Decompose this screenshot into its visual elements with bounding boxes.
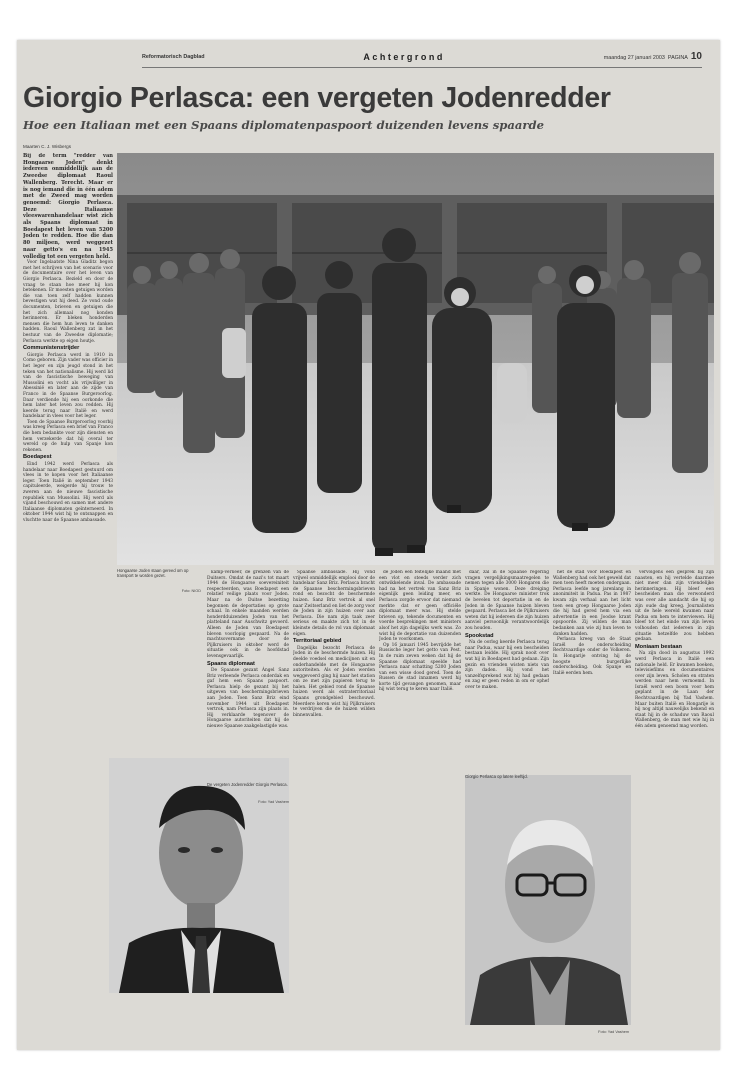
paragraph: Na zijn dood in augustus 1992 werd Perlasca in Italië een nationale held. Er kwamen boeken, televisiefilms en documentaires over zijn leven. Scholen en straten werden naar hem vernoemd. In Israël werd een boom voor hem geplant in de Laan der Rechtvaardigen bij Yad Vashem. Maar buiten Italië en Hongarije is hij nog altijd nauwelijks bekend en staat hij in de schaduw van Raoul Wallenberg, de man met wie hij in één adem genoemd mag worden. (635, 651, 714, 730)
page-label: PAGINA (667, 55, 688, 61)
paragraph: Dagelijks bezocht Perlasca de Joden in de beschermde huizen. Hij deelde voedsel en medicijnen uit en onderhandelde met de Hongaarse autoriteiten. Als er Joden werden weggevoerd ging hij naar het station om ze met zijn papieren terug te halen. Het gebied rond de Spaanse huizen werd als extraterritoriaal Spaans grondgebied beschouwd. Meerdere keren wist hij Pijlkruisers te verdrijven die de huizen wilden binnenvallen. (293, 645, 375, 718)
article-column-7 (635, 570, 714, 1040)
section-heading: Communistenstrijder (23, 345, 80, 352)
publication-date: maandag 27 januari 2003 (603, 55, 665, 61)
portrait-photo-left (109, 758, 289, 993)
portrait-right-caption: Giorgio Perlasca op latere leeftijd. (465, 774, 528, 779)
main-photo-caption: Hongaarse Joden staan gereed om op transport te worden gezet. (117, 568, 189, 579)
newspaper-page (17, 40, 720, 1050)
section-heading: Spookstad (465, 632, 494, 639)
article-column-3 (293, 570, 375, 1040)
main-photo-credit: Foto: NIOD (181, 589, 201, 593)
paragraph: Perlasca kreeg van de Staat Israël de onderscheiding Rechtvaardige onder de Volkeren. In Hongarije ontving hij de hoogste burgerlijke onderscheiding. Ook Spanje en Italië eerden hem. (553, 637, 631, 676)
portrait-left-credit: Foto: Yad Vashem (258, 800, 289, 804)
portrait-left-caption: De vergeten Jodenredder Giorgio Perlasca. (207, 782, 288, 787)
article-subtitle: Hoe een Italiaan met een Spaans diplomatenpaspoort duizenden levens spaarde (23, 118, 544, 132)
perlasca-old-portrait (465, 775, 631, 1025)
paragraph: kamp-verkeer, de grenzen van de Duitsers. Omdat de nazi's tot maart 1944 de Hongaarse soevereiniteit respecteerden, was Boedapest een relatief veilige plaats voor Joden. Maar na de Duitse bezetting begonnen de deportaties op grote schaal. In enkele maanden werden honderdduizenden Joden van het platteland naar Auschwitz gevoerd. Alleen de Joden van Boedapest bleven voorlopig gespaard. Na de machtsovername door de Pijlkruisers in oktober werd de situatie ook in de hoofdstad levensgevaarlijk. (207, 570, 289, 659)
article-column-5 (465, 570, 549, 770)
deportation-photo-image (117, 153, 714, 565)
section-heading: Boedapest (23, 454, 52, 461)
masthead (142, 46, 702, 68)
paragraph: Na de oorlog keerde Perlasca terug naar Padua, waar hij een bescheiden bestaan leidde. Hij sprak nooit over wat hij in Boedapest had gedaan. Zijn gezin en vrienden wisten niets van zijn daden. Hij vond het vanzelfsprekend wat hij had gedaan en zag er geen reden in om er ophef over te maken. (465, 640, 549, 690)
portrait-right-credit: Foto: Yad Vashem (598, 1030, 629, 1034)
newspaper-name: Reformatorisch Dagblad (142, 53, 205, 60)
paragraph: Toen de Spaanse Burgeroorlog voorbij was kreeg Perlasca een brief van Franco die hem bedankte voor zijn diensten en hem verzekerde dat hij overal ter wereld op de hulp van Spanje kon rekenen. (23, 419, 113, 453)
section-heading: Territoriaal gebied (293, 638, 342, 645)
paragraph: vervolgens een gesprek bij zijn naasten, en hij vertelde daarmee niet meer dan zijn vriendelijke herinneringen. Hij bleef een bescheiden man die verwonderd was over alle aandacht die hij op zijn oude dag kreeg. Journalisten uit de hele wereld kwamen naar Padua om hem te interviewen. Hij bleef tot het einde van zijn leven volhouden dat iedereen in zijn situatie hetzelfde zou hebben gedaan. (635, 570, 714, 643)
perlasca-young-portrait (109, 758, 289, 993)
page-number: 10 (690, 51, 702, 62)
paragraph: de Joden een feitelijke maand met een vlot en steeds verder zich ontwikkelende inval. De ambassade had na het vertrek van Sanz Briz eigenlijk geen leiding meer, en Perlasca zorgde ervoor dat niemand merkte dat er geen officiële diplomaat meer was. Hij stelde brieven op, tekende documenten en voerde besprekingen met ministers alsof het zijn dagelijks werk was. Zo wist hij de deportatie van duizenden Joden te voorkomen. (379, 570, 461, 643)
paragraph: daar, zal in de Spaanse regering vragen vergelijkingsmaatregelen te nemen tegen alle 3000 Hongaren die in Spanje wonen. Deze dreiging werkte. De Hongaarse minister trok de bevelen tot deportatie in en de Joden in de Spaanse huizen bleven gespaard. Perlasca liet de Pijlkruisers weten dat hij iedereen die zijn huizen aanviel persoonlijk verantwoordelijk zou houden. (465, 570, 549, 631)
page-info (604, 51, 702, 62)
paragraph: Giorgio Perlasca werd in 1910 in Como geboren. Zijn vader was officier in het leger en zijn jeugd stond in het teken van het nationalisme. Hij werd lid van de fascistische beweging van Mussolini en vocht als vrijwilliger in Abessinië en later aan de zijde van Franco in de Spaanse Burgeroorlog. Daar verdiende hij een oorkonde die hem later het leven zou redden. Hij keerde terug naar Italië en werd handelaar in vlees voor het leger. (23, 352, 113, 420)
paragraph: Eind 1942 werd Perlasca als handelaar naar Boedapest gestuurd om vlees in te kopen voor het Italiaanse leger. Toen Italië in september 1943 capituleerde, weigerde hij trouw te zweren aan de nieuwe fascistische republiek van Mussolini. Hij werd als vijand beschouwd en samen met andere Italiaanse diplomaten geïnterneerd. In oktober 1944 wist hij te ontsnappen en vluchtte naar de Spaanse ambassade. (23, 462, 113, 523)
article-title: Giorgio Perlasca: een vergeten Jodenredder (23, 82, 611, 114)
main-photo (117, 153, 714, 565)
paragraph: Op 16 januari 1945 bevrijdde het Russische leger het getto van Pest. In de ruim zeven weken dat hij de Spaanse diplomaat speelde had Perlasca naar schatting 5200 Joden van een wisse dood gered. Toen de Russen de stad innamen werd hij korte tijd gevangen genomen, maar hij wist terug te keren naar Italië. (379, 642, 461, 693)
paragraph: Voor Ingelaatste Nina Gladitz begon met het schrijven van het scenario voor de documentaire over het leven van Giorgio Perlasca. Bezield en door de vraag te staan hoe meer hij kon betekenen. Er moesten getuigen worden die van toen zelf hadden kunnen bevestigen wat hij deed. Ze vond oude documenten, brieven en getuigen die het zich allemaal nog konden herinneren. Er bleken honderden mensen die hem hun leven te danken hadden. Raoul Wallenberg zat in het bestuur van de Zweedse diplomatie; Perlasca werkte op eigen houtje. (23, 260, 113, 344)
paragraph: De Spaanse gezant Ángel Sanz Briz verleende Perlasca onderdak en gaf hem een Spaans paspoort. Perlasca hielp de gezant bij het uitgeven van beschermingsbrieven aan Joden. Toen Sanz Briz eind november 1944 uit Boedapest vertrok, nam Perlasca zijn plaats in. Hij verklaarde tegenover de Hongaarse autoriteiten dat hij de nieuwe Spaanse zaakgelastigde was. (207, 668, 289, 730)
section-heading: Moniaam bestaan (635, 643, 682, 650)
paragraph: Spaanse ambassade. Hij vond vrijwel onmiddellijk emplooi door de handelaar Sanz Briz. Perlasca bracht de Spaanse beschermingsbrieven rond en bezocht de beschermde huizen. Sanz Briz vertrok al snel naar Zwitserland en liet de zorg voor de Joden in zijn huizen over aan Perlasca. Die nam zijn taak zeer serieus en maakte zich tot in de kleinste details de rol van diplomaat eigen. (293, 570, 375, 637)
byline: Maarten C. J. Wisbergs (23, 144, 71, 149)
article-column-1 (23, 153, 113, 1043)
section-name: Achtergrond (363, 51, 445, 62)
portrait-photo-right (465, 775, 631, 1025)
article-column-4 (379, 570, 461, 1040)
section-heading: Spaans diplomaat (207, 660, 255, 667)
article-column-2 (207, 570, 289, 780)
intro-paragraph: Bij de term "redder van Hongaarse Joden" denkt iedereen onmiddellijk aan de Zweedse diplomaat Raoul Wallenberg. Terecht. Maar er is nog iemand die in één adem met de Zweed mag worden genoemd: Giorgio Perlasca. Deze Italiaanse vleeswarenhandelaar wist zich als Spaans diplomaat in Boedapest het leven van 5200 Joden te redden. Hoe die dan 80 miljoen, werd weggezet naar getto's en na 1945 volledig tot een vergeten held. (23, 153, 113, 260)
paragraph: het de stad voor Boedapest en Wallenberg had ook het geweld dat men toen heeft moeten ondergaan. Perlasca leefde nog jarenlang in anonimiteit in Padua. Pas in 1987 kwam zijn verhaal aan het licht toen een groep Hongaarse Joden die hij had gered hem via een advertentie in een Joodse krant opspoorde. Zij wilden de man bedanken aan wie zij hun leven te danken hadden. (553, 570, 631, 637)
